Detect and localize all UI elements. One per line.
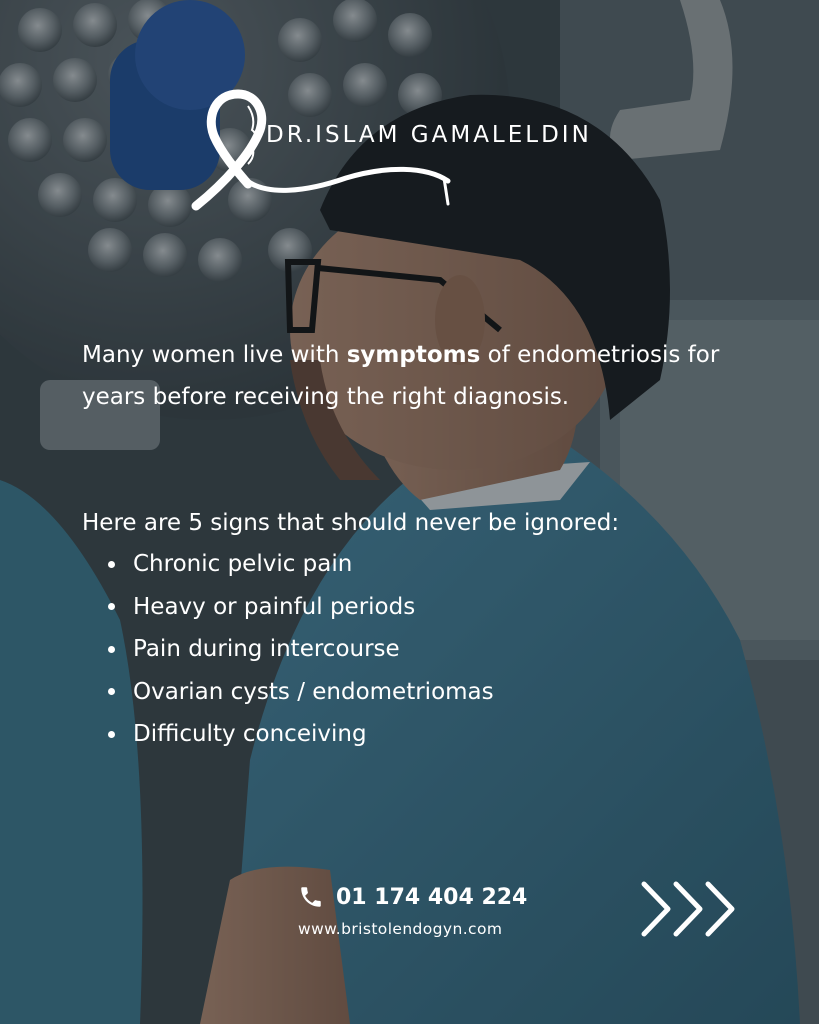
list-item-text: Heavy or painful periods <box>133 593 416 620</box>
list-item <box>108 586 494 629</box>
phone-number: 01 174 404 224 <box>336 884 528 910</box>
signs-list <box>108 543 494 756</box>
bullet-icon <box>108 646 115 653</box>
intro-text-before: Many women live with <box>82 342 347 368</box>
contact-phone[interactable] <box>298 880 527 914</box>
signs-heading: Here are 5 signs that should never be ignored: <box>82 510 620 536</box>
list-item-text: Pain during intercourse <box>133 636 400 662</box>
bullet-icon <box>108 688 115 695</box>
bullet-icon <box>108 603 115 610</box>
intro-text-after: of endometriosis for years before receiving the right diagnosis. <box>82 342 720 410</box>
list-item <box>108 671 494 714</box>
list-item <box>108 713 494 756</box>
intro-highlight: symptoms <box>346 342 481 368</box>
bullet-icon <box>108 561 115 568</box>
list-item-text: Ovarian cysts / endometriomas <box>133 678 494 705</box>
brand-name: DR.ISLAM GAMALELDIN <box>266 122 592 148</box>
bullet-icon <box>108 731 115 738</box>
intro-paragraph <box>82 334 742 418</box>
list-item <box>108 543 494 586</box>
website-link[interactable]: www.bristolendogyn.com <box>298 920 503 938</box>
list-item-text: Difficulty conceiving <box>133 721 367 747</box>
list-item-text: Chronic pelvic pain <box>133 551 353 577</box>
phone-icon <box>298 884 324 910</box>
ribbon-profile-icon <box>186 86 456 216</box>
triple-chevron-right-icon[interactable] <box>640 880 740 938</box>
list-item <box>108 628 494 671</box>
